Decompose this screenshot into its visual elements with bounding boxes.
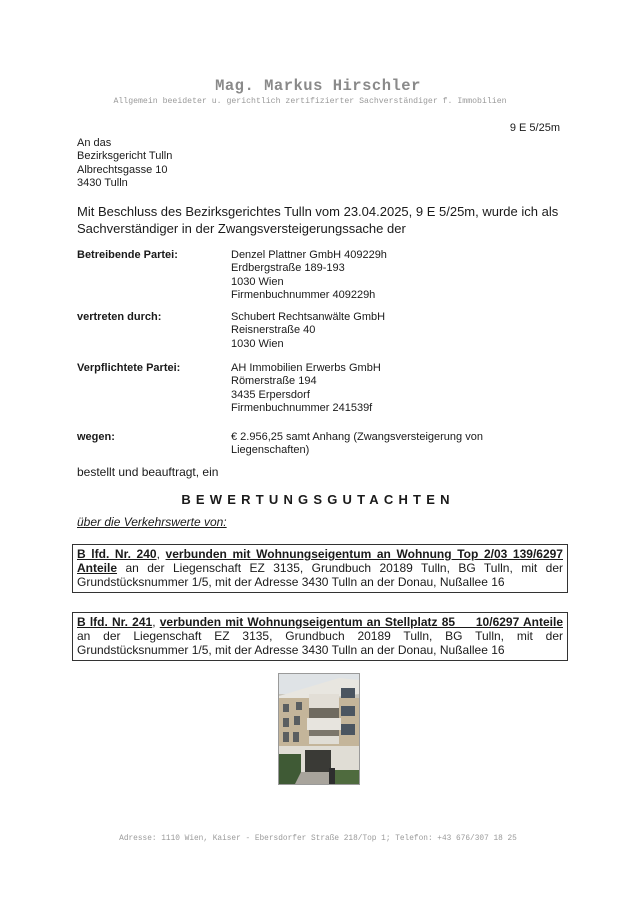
recipient-address [77,137,172,190]
building-image-icon [279,674,359,784]
item-box-240 [72,544,568,593]
item-rest: an der Liegenschaft EZ 3135, Grundbuch 20189 Tulln, BG Tulln, mit der Grundstücksnummer 1/5, mit der Adresse 3430 Tulln an der Donau, Nußallee 16 [77,629,563,658]
party-line: Firmenbuchnummer 241539f [231,401,373,414]
party-line: Erdbergstraße 189-193 [231,262,345,275]
party-line: Denzel Plattner GmbH 409229h [231,249,387,261]
party-line: 1030 Wien [231,337,284,350]
party-label: wegen: [77,431,115,443]
item-sep: , [156,547,166,561]
document-title: BEWERTUNGSGUTACHTEN [181,492,455,507]
bestellt-text: bestellt und beauftragt, ein [77,465,219,479]
footer-address: Adresse: 1110 Wien, Kaiser - Ebersdorfer Straße 218/Top 1; Telefon: +43 676/307 18 25 [119,835,517,843]
item-ref: B lfd. Nr. 240 [77,547,157,561]
party-line: Reisnerstraße 40 [231,324,316,337]
item-sep: , [152,615,160,629]
party-details [231,249,561,302]
item-ref: B lfd. Nr. 241 [77,615,153,629]
recipient-line: 3430 Tulln [77,176,128,189]
ueber-heading: über die Verkehrswerte von: [77,515,227,529]
letterhead-subtitle: Allgemein beeideter u. gerichtlich zertifizierter Sachverständiger f. Immobilien [113,97,507,106]
party-line: Firmenbuchnummer 409229h [231,288,376,301]
party-line: AH Immobilien Erwerbs GmbH [231,362,381,374]
party-label: Betreibende Partei: [77,249,178,261]
building-photo [278,673,360,785]
recipient-line: Bezirksgericht Tulln [77,150,173,163]
intro-paragraph: Mit Beschluss des Bezirksgerichtes Tulln vom 23.04.2025, 9 E 5/25m, wurde ich als Sachverständiger in der Zwangsversteigerungssache der [77,204,559,236]
party-line: € 2.956,25 samt Anhang (Zwangsversteigerung von [231,431,483,443]
item-box-241 [72,612,568,661]
party-line: 1030 Wien [231,275,284,288]
party-details [231,431,561,458]
item-desc: verbunden mit Wohnungseigentum an Stellplatz 85 10/6297 Anteile [159,615,563,629]
party-details [231,311,561,351]
party-line: Liegenschaften) [231,444,310,457]
party-details [231,362,561,415]
recipient-line: Albrechtsgasse 10 [77,163,168,176]
case-reference: 9 E 5/25m [509,122,560,134]
item-rest: an der Liegenschaft EZ 3135, Grundbuch 20189 Tulln, BG Tulln, mit der Grundstücksnummer 1/5, mit der Adresse 3430 Tulln an der Donau, Nußallee 16 [77,561,563,590]
party-line: Schubert Rechtsanwälte GmbH [231,311,386,323]
party-line: 3435 Erpersdorf [231,388,310,401]
item-desc: verbunden mit Wohnungseigentum an Wohnung Top 2/03 139/6297 Anteile [77,547,563,576]
party-line: Römerstraße 194 [231,375,317,388]
party-label: Verpflichtete Partei: [77,362,181,374]
recipient-line: An das [77,137,112,149]
party-label: vertreten durch: [77,311,162,323]
letterhead-name: Mag. Markus Hirschler [215,77,421,95]
